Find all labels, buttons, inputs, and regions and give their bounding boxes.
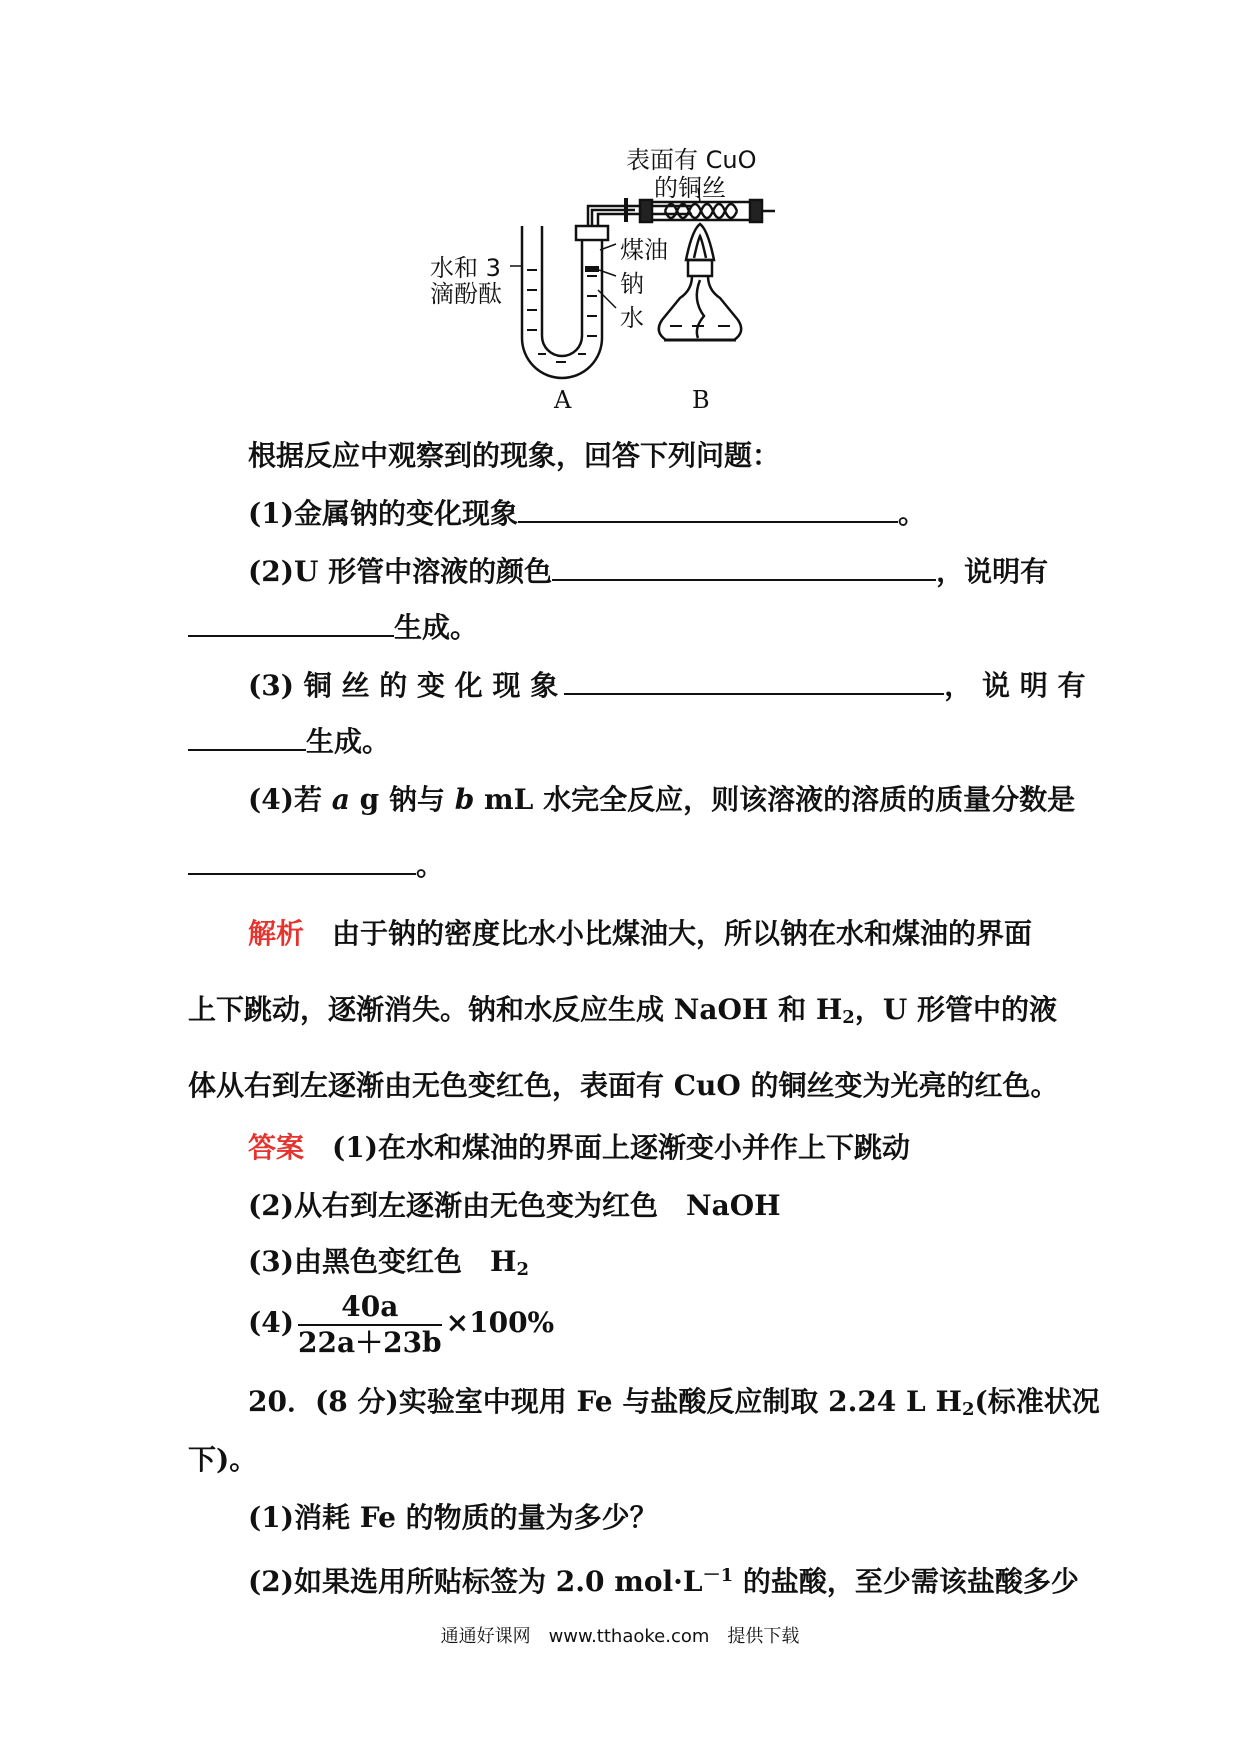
answer-1: (1)在水和煤油的界面上逐渐变小并作上下跳动 <box>332 1131 910 1164</box>
question-4-var-b: b <box>454 783 475 816</box>
question-1 <box>248 494 926 534</box>
question-2 <box>248 552 1048 592</box>
question-4-part2: g 钠与 <box>349 783 455 816</box>
answer-4-suffix: ×100% <box>445 1306 555 1339</box>
answer-2: (2)从右到左逐渐由无色变为红色 NaOH <box>248 1189 781 1222</box>
question-2-line2-suffix: 生成。 <box>394 611 479 644</box>
question-2-suffix: ，说明有 <box>936 555 1049 588</box>
answer-3-text: (3)由黑色变红色 H <box>248 1245 517 1278</box>
label-sodium: 钠 <box>620 270 644 298</box>
label-a: A <box>554 386 572 414</box>
question-4 <box>248 780 1075 820</box>
label-cuo-top: 表面有 CuO <box>626 146 757 174</box>
question-4-part1: (4)若 <box>248 783 332 816</box>
analysis-line3: 体从右到左逐渐由无色变红色，表面有 CuO 的铜丝变为光亮的红色。 <box>188 1069 1059 1102</box>
page-footer: 通通好课网 www.tthaoke.com 提供下载 <box>440 1626 800 1647</box>
label-water: 水 <box>620 304 644 332</box>
q20-part1: (1)消耗 Fe 的物质的量为多少？ <box>248 1501 658 1534</box>
analysis-line2 <box>188 990 1057 1038</box>
answer-4-prefix: (4) <box>248 1306 294 1339</box>
q20-text-1b: (标准状况 <box>974 1385 1100 1418</box>
answer-blank-1 <box>518 495 898 523</box>
answer-blank-2b <box>188 609 394 637</box>
answer-3-sub: 2 <box>516 1259 529 1280</box>
question-intro: 根据反应中观察到的现象，回答下列问题： <box>248 439 781 472</box>
question-3-line2-suffix: 生成。 <box>306 725 391 758</box>
label-b: B <box>692 386 710 414</box>
q20-sub-1: 2 <box>961 1399 975 1420</box>
q20-text-1a: 20．(8 分)实验室中现用 Fe 与盐酸反应制取 2.24 L H <box>248 1385 962 1418</box>
question-1-suffix: 。 <box>897 497 926 530</box>
answer-blank-3a <box>564 667 944 695</box>
analysis-text-2a: 上下跳动，逐渐消失。钠和水反应生成 NaOH 和 H <box>188 993 843 1026</box>
analysis-text-2b: ，U 形管中的液 <box>854 993 1057 1026</box>
question-4-line2 <box>188 846 444 886</box>
answer-blank-2a <box>552 553 936 581</box>
question-2-line2 <box>188 608 478 648</box>
answer-tag: 答案 <box>248 1131 305 1164</box>
question-4-part3: mL 水完全反应，则该溶液的溶质的质量分数是 <box>474 783 1076 816</box>
answer-line1 <box>248 1128 910 1168</box>
q20-part2-a: (2)如果选用所贴标签为 2.0 mol·L <box>248 1565 703 1598</box>
answer-4-denominator: 22a＋23b <box>297 1325 442 1359</box>
question-1-text: (1)金属钠的变化现象 <box>248 497 518 530</box>
apparatus-figure <box>430 140 870 420</box>
question-3-suffix: ， 说 明 有 <box>944 669 1086 702</box>
label-kerosene: 煤油 <box>620 236 668 264</box>
analysis-text-1: 由于钠的密度比水小比煤油大，所以钠在水和煤油的界面 <box>332 917 1033 950</box>
label-water-phenolphthalein-bottom: 滴酚酞 <box>430 280 502 308</box>
analysis-line1 <box>248 914 1032 954</box>
question-4-var-a: a <box>331 783 350 816</box>
analysis-sub-2: 2 <box>842 1007 855 1028</box>
label-cuo-bottom: 的铜丝 <box>654 174 726 202</box>
question-3-text: (3) 铜 丝 的 变 化 现 象 <box>248 669 559 702</box>
q20-part2-b: 的盐酸，至少需该盐酸多少 <box>733 1565 1079 1598</box>
question-3 <box>248 666 1085 706</box>
label-water-phenolphthalein-top: 水和 3 <box>430 254 501 282</box>
q20-line2: 下)。 <box>188 1443 258 1476</box>
analysis-tag: 解析 <box>248 917 305 950</box>
answer-blank-4 <box>188 847 416 875</box>
q20-part2-sup: －1 <box>702 1565 734 1586</box>
q20-part2 <box>248 1556 1079 1602</box>
answer-blank-3b <box>188 723 306 751</box>
answer-4 <box>248 1288 554 1360</box>
q20-line1 <box>248 1382 1100 1430</box>
answer-4-numerator: 40a <box>298 1290 442 1326</box>
question-4-line2-suffix: 。 <box>416 849 445 882</box>
answer-3 <box>248 1242 529 1290</box>
question-2-text: (2)U 形管中溶液的颜色 <box>248 555 553 588</box>
answer-4-fraction <box>298 1290 442 1360</box>
question-3-line2 <box>188 722 390 762</box>
